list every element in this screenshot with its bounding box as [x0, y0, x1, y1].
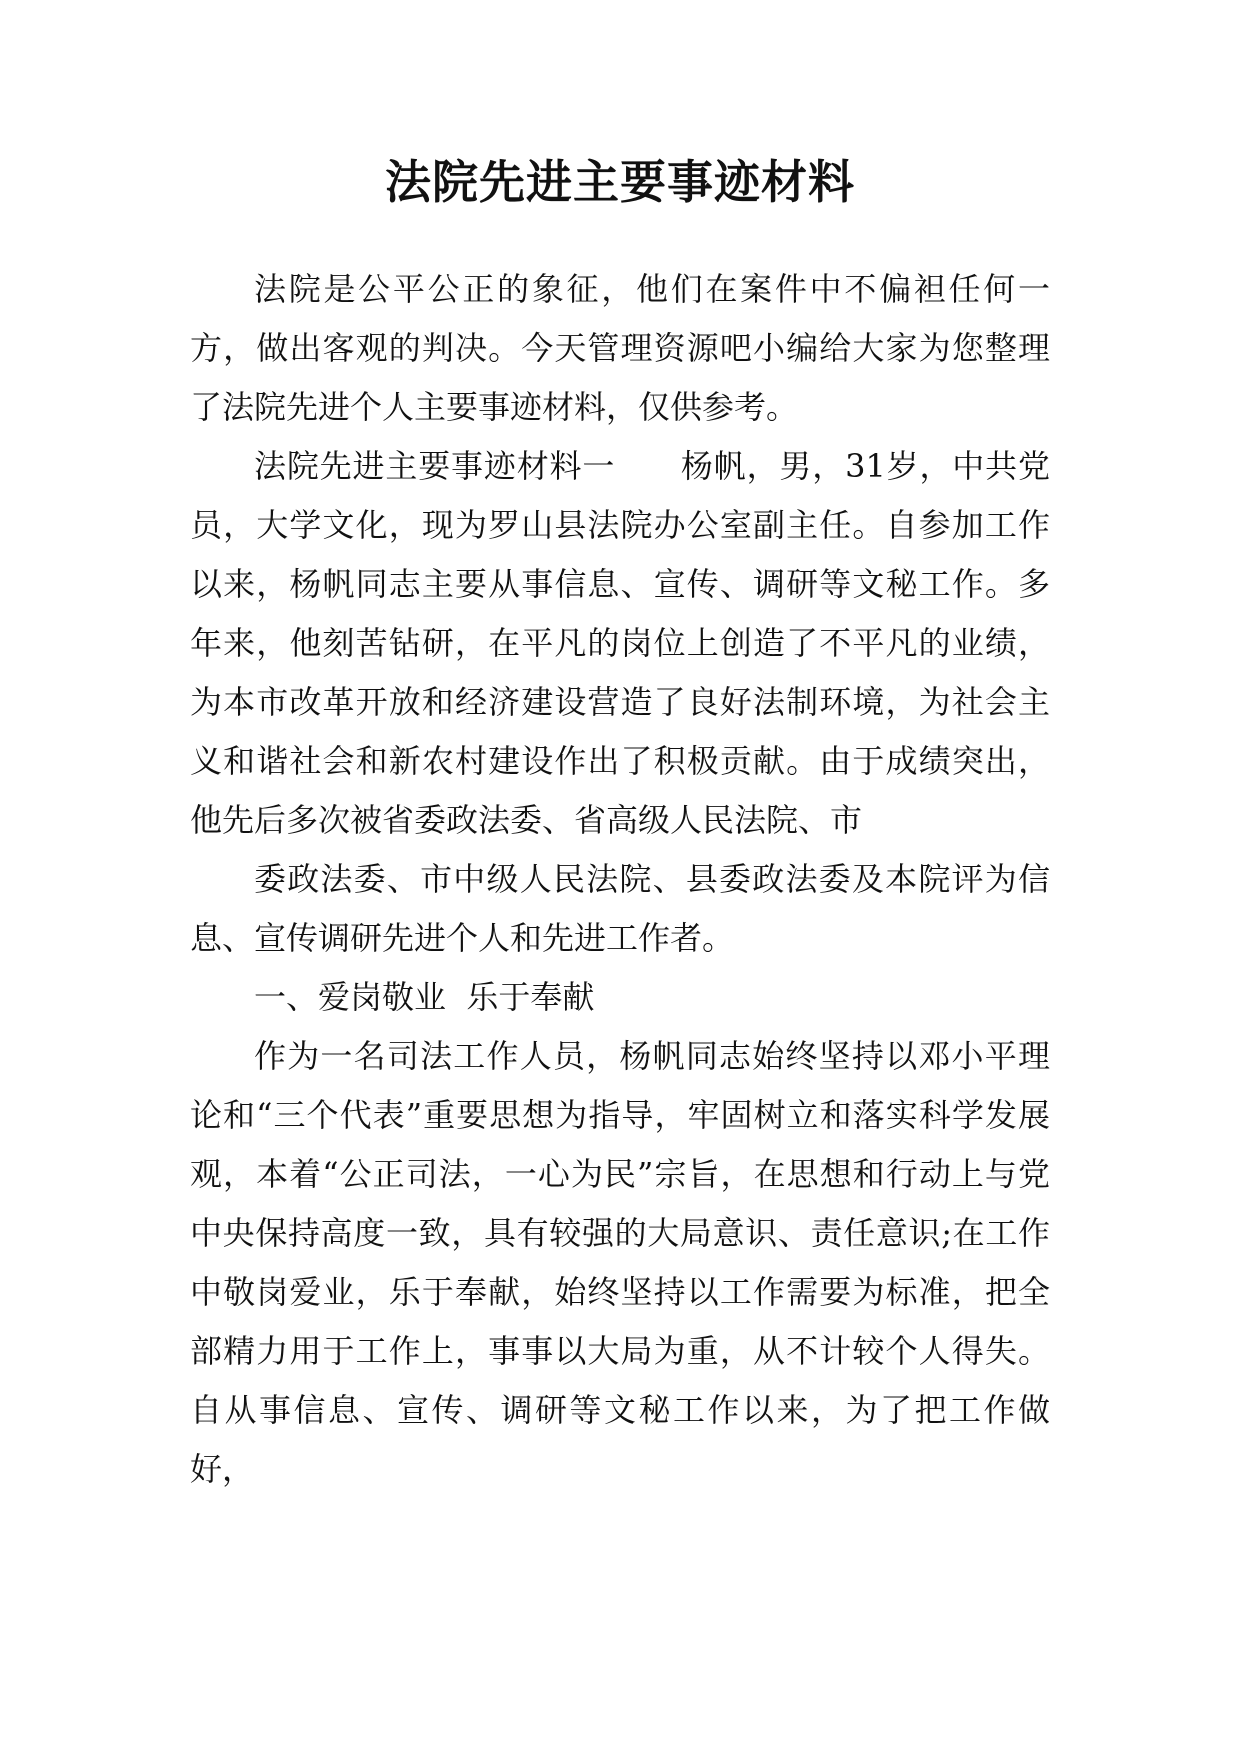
paragraph-material-one: 法院先进主要事迹材料一 杨帆，男，31岁，中共党员，大学文化，现为罗山县法院办公室副主任。自参加工作以来，杨帆同志主要从事信息、宣传、调研等文秘工作。多年来，他刻苦钻研，在平凡的岗位上创造了不平凡的业绩，为本市改革开放和经济建设营造了良好法制环境，为社会主义和谐社会和新农村建设作出了积极贡献。由于成绩突出，他先后多次被省委政法委、省高级人民法院、市	[190, 447, 1050, 839]
paragraph-intro: 法院是公平公正的象征，他们在案件中不偏袒任何一方，做出客观的判决。今天管理资源吧小编给大家为您整理了法院先进个人主要事迹材料，仅供参考。	[190, 270, 1050, 426]
document-body	[190, 260, 1050, 1499]
paragraph-awards: 委政法委、市中级人民法院、县委政法委及本院评为信息、宣传调研先进个人和先进工作者。	[190, 860, 1050, 957]
paragraph-section-1: 作为一名司法工作人员，杨帆同志始终坚持以邓小平理论和“三个代表”重要思想为指导，牢固树立和落实科学发展观，本着“公正司法，一心为民”宗旨，在思想和行动上与党中央保持高度一致，具有较强的大局意识、责任意识;在工作中敬岗爱业，乐于奉献，始终坚持以工作需要为标准，把全部精力用于工作上，事事以大局为重，从不计较个人得失。自从事信息、宣传、调研等文秘工作以来，为了把工作做好，	[190, 1037, 1050, 1488]
document-title: 法院先进主要事迹材料	[385, 155, 855, 209]
section-heading-1: 一、爱岗敬业 乐于奉献	[254, 978, 595, 1016]
